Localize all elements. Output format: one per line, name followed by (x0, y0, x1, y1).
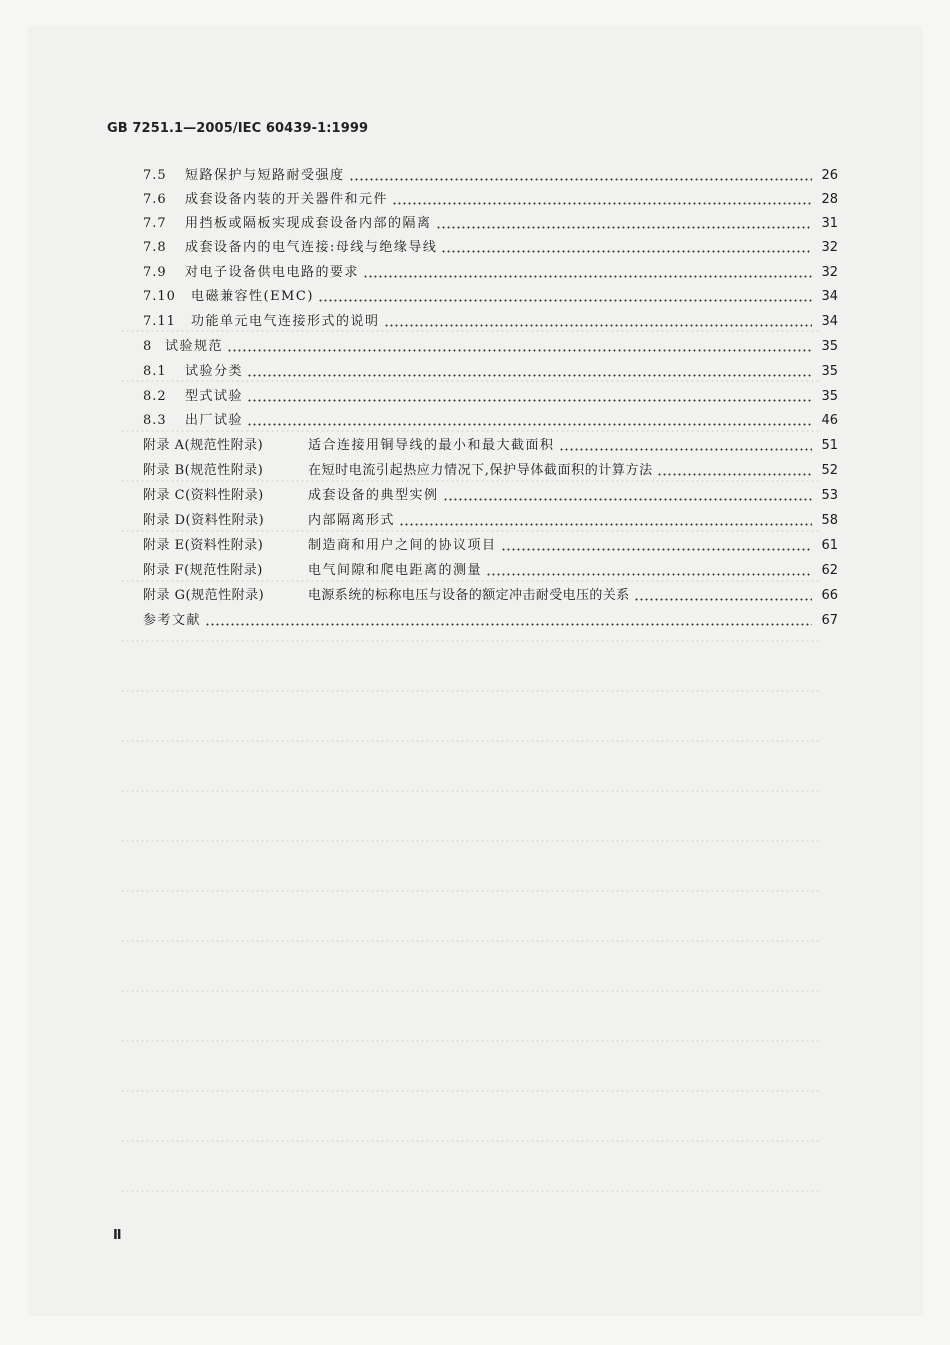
toc-entry[interactable] (143, 210, 838, 232)
leader-dots (501, 548, 812, 551)
toc-appendix-entry[interactable] (143, 557, 838, 579)
toc-entry-page: 35 (821, 364, 838, 379)
leader-dots (227, 349, 812, 352)
leader-dots (363, 275, 812, 278)
toc-appendix-entry[interactable] (143, 532, 838, 554)
toc-entry-title: 功能单元电气连接形式的说明 (191, 314, 380, 329)
toc-appendix-entry[interactable] (143, 457, 838, 479)
toc-entry-number: 8.3 (143, 413, 167, 428)
leader-dots (349, 178, 812, 181)
toc-entry-title: 参考文献 (143, 613, 202, 628)
toc-appendix-entry[interactable] (143, 432, 838, 454)
toc-entry-page: 67 (821, 613, 838, 628)
toc-entry-title: 电磁兼容性(EMC) (191, 289, 314, 304)
toc-entry-number: 8.2 (143, 389, 167, 404)
toc-entry-page: 31 (821, 216, 838, 231)
toc-entry[interactable] (143, 308, 838, 330)
toc-entry-page: 32 (821, 240, 838, 255)
toc-entry-number: 7.6 (143, 192, 167, 207)
toc-entry-page: 66 (821, 588, 838, 603)
toc-entry-number: 附录 G(规范性附录) (143, 588, 265, 603)
leader-dots (436, 226, 812, 229)
toc-entry-page: 62 (821, 563, 838, 578)
leader-dots (384, 324, 812, 327)
leader-dots (247, 374, 812, 377)
toc-entry-title: 对电子设备供电电路的要求 (185, 265, 360, 280)
toc-entry-title: 在短时电流引起热应力情况下,保护导体截面积的计算方法 (308, 463, 653, 478)
toc-entry-page: 35 (821, 339, 838, 354)
page-number-roman: Ⅱ (113, 1228, 122, 1243)
leader-dots (205, 623, 812, 626)
toc-entry-number: 7.11 (143, 314, 176, 329)
leader-dots (441, 250, 812, 253)
toc-entry[interactable] (143, 259, 838, 281)
toc-entry-page: 34 (821, 314, 838, 329)
toc-entry-page: 32 (821, 265, 838, 280)
toc-references-entry[interactable] (143, 607, 838, 629)
toc-entry-number: 8 (143, 339, 153, 354)
toc-entry-page: 28 (821, 192, 838, 207)
toc-entry-page: 51 (821, 438, 838, 453)
toc-entry[interactable] (143, 407, 838, 429)
toc-entry-number: 附录 B(规范性附录) (143, 463, 264, 478)
toc-entry-title: 成套设备内的电气连接:母线与绝缘导线 (185, 240, 438, 255)
toc-appendix-entry[interactable] (143, 507, 838, 529)
toc-entry-title: 型式试验 (185, 389, 244, 404)
toc-entry-number: 附录 D(资料性附录) (143, 513, 265, 528)
leader-dots (486, 573, 812, 576)
toc-entry-title: 制造商和用户之间的协议项目 (308, 538, 497, 553)
toc-entry-title: 电气间隙和爬电距离的测量 (308, 563, 483, 578)
leader-dots (247, 423, 812, 426)
leader-dots (443, 498, 812, 501)
toc-entry-title: 出厂试验 (185, 413, 244, 428)
toc-entry-title: 内部隔离形式 (308, 513, 396, 528)
toc-entry-page: 26 (821, 168, 838, 183)
toc-entry-page: 34 (821, 289, 838, 304)
toc-entry-title: 用挡板或隔板实现成套设备内部的隔离 (185, 216, 432, 231)
toc-entry-number: 7.7 (143, 216, 167, 231)
toc-entry-number: 附录 C(资料性附录) (143, 488, 264, 503)
leader-dots (318, 299, 812, 302)
toc-entry-number: 7.8 (143, 240, 167, 255)
toc-entry[interactable] (143, 383, 838, 405)
toc-entry-number: 附录 F(规范性附录) (143, 563, 263, 578)
toc-entry-page: 52 (821, 463, 838, 478)
toc-entry-number: 7.10 (143, 289, 176, 304)
leader-dots (634, 598, 812, 601)
toc-entry-title: 成套设备内装的开关器件和元件 (185, 192, 389, 207)
toc-entry[interactable] (143, 234, 838, 256)
toc-entry-page: 46 (821, 413, 838, 428)
leader-dots (399, 523, 812, 526)
toc-entry[interactable] (143, 162, 838, 184)
toc-entry-page: 61 (821, 538, 838, 553)
toc-entry-title: 试验分类 (185, 364, 244, 379)
leader-dots (657, 473, 812, 476)
toc-entry-title: 适合连接用铜导线的最小和最大截面积 (308, 438, 555, 453)
standard-header: GB 7251.1—2005/IEC 60439-1:1999 (107, 121, 369, 136)
toc-entry-number: 7.9 (143, 265, 167, 280)
toc-entry-title: 电源系统的标称电压与设备的额定冲击耐受电压的关系 (308, 588, 630, 603)
toc-entry-page: 58 (821, 513, 838, 528)
toc-appendix-entry[interactable] (143, 482, 838, 504)
leader-dots (247, 399, 812, 402)
toc-entry[interactable] (143, 283, 838, 305)
toc-entry[interactable] (143, 186, 838, 208)
toc-entry-title: 成套设备的典型实例 (308, 488, 439, 503)
toc-entry[interactable] (143, 333, 838, 355)
toc-entry-number: 8.1 (143, 364, 167, 379)
leader-dots (392, 202, 812, 205)
toc-entry-number: 附录 E(资料性附录) (143, 538, 264, 553)
toc-entry-number: 7.5 (143, 168, 167, 183)
leader-dots (559, 448, 812, 451)
toc-entry[interactable] (143, 358, 838, 380)
toc-entry-title: 试验规范 (165, 339, 224, 354)
toc-entry-number: 附录 A(规范性附录) (143, 438, 264, 453)
toc-entry-page: 53 (821, 488, 838, 503)
toc-entry-page: 35 (821, 389, 838, 404)
toc-entry-title: 短路保护与短路耐受强度 (185, 168, 345, 183)
toc-appendix-entry[interactable] (143, 582, 838, 604)
